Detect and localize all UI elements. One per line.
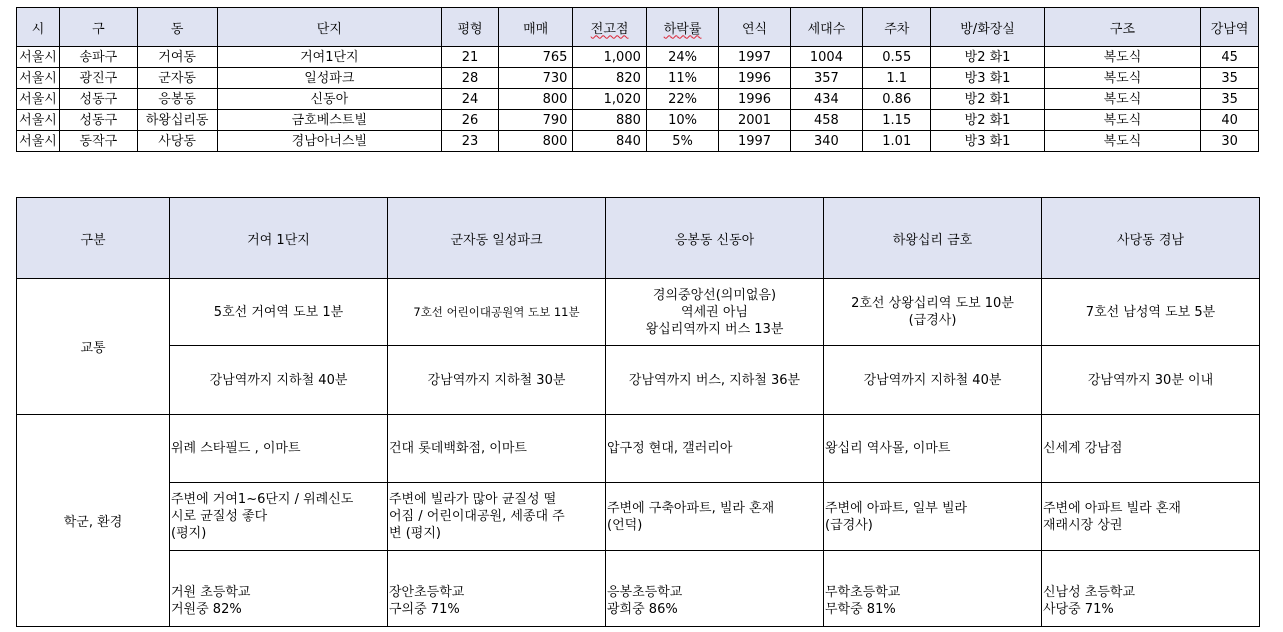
district-cell: 광진구 — [60, 68, 138, 89]
households-cell: 357 — [790, 68, 862, 89]
dong-cell: 거여동 — [137, 47, 217, 68]
environment-row — [17, 415, 1260, 483]
price-cell: 730 — [498, 68, 573, 89]
city-cell: 서울시 — [17, 89, 60, 110]
table-row — [17, 68, 1259, 89]
header-cell-complex: 사당동 경남 — [1042, 198, 1260, 279]
parking-cell: 1.15 — [863, 110, 931, 131]
transport-cell — [606, 279, 824, 346]
dong-cell: 군자동 — [137, 68, 217, 89]
gangnam-commute-cell: 강남역까지 지하철 40분 — [824, 346, 1042, 415]
shopping-cell: 신세계 강남점 — [1042, 415, 1260, 483]
neighborhood-line: 주변에 구축아파트, 빌라 혼재 — [607, 500, 775, 516]
transport-line: 2호선 상왕십리역 도보 10분 — [851, 296, 1014, 311]
city-cell: 서울시 — [17, 47, 60, 68]
header-cell: 주차 — [863, 8, 931, 47]
rooms-cell: 방3 화1 — [931, 131, 1044, 152]
transport-line: (급경사) — [908, 313, 957, 328]
neighborhood-line: 어짐 / 어린이대공원, 세종대 주 — [389, 509, 565, 524]
table-row — [17, 89, 1259, 110]
gangnam-time-cell: 45 — [1201, 47, 1259, 68]
peak-price-cell: 1,000 — [573, 47, 646, 68]
parking-cell: 0.55 — [863, 47, 931, 68]
peak-price-cell: 880 — [573, 110, 646, 131]
school-line: 거원중 82% — [171, 602, 242, 617]
city-cell: 서울시 — [17, 131, 60, 152]
header-cell: 구 — [60, 8, 138, 47]
year-cell: 2001 — [719, 110, 790, 131]
structure-cell: 복도식 — [1044, 110, 1200, 131]
parking-cell: 0.86 — [863, 89, 931, 110]
comparison-table — [16, 197, 1260, 627]
district-cell: 성동구 — [60, 110, 138, 131]
year-cell: 1996 — [719, 68, 790, 89]
households-cell: 340 — [790, 131, 862, 152]
size-cell: 23 — [442, 131, 499, 152]
table-row — [17, 47, 1259, 68]
dong-cell: 응봉동 — [137, 89, 217, 110]
header-cell: 방/화장실 — [931, 8, 1044, 47]
gangnam-time-cell: 35 — [1201, 68, 1259, 89]
parking-cell: 1.1 — [863, 68, 931, 89]
shopping-cell: 건대 롯데백화점, 이마트 — [388, 415, 606, 483]
header-cell: 단지 — [217, 8, 442, 47]
price-cell: 800 — [498, 89, 573, 110]
district-cell: 송파구 — [60, 47, 138, 68]
neighborhood-line: 재래시장 상권 — [1043, 517, 1123, 533]
peak-price-cell: 840 — [573, 131, 646, 152]
header-cell: 연식 — [719, 8, 790, 47]
school-cell — [606, 551, 824, 627]
neighborhood-cell — [1042, 483, 1260, 551]
comparison-header-row — [17, 198, 1260, 279]
school-line: 광희중 86% — [607, 602, 678, 617]
school-cell — [1042, 551, 1260, 627]
header-cell: 전고점 — [573, 8, 646, 47]
size-cell: 28 — [442, 68, 499, 89]
structure-cell: 복도식 — [1044, 47, 1200, 68]
neighborhood-line: 변 (평지) — [389, 526, 441, 541]
dong-cell: 사당동 — [137, 131, 217, 152]
structure-cell: 복도식 — [1044, 131, 1200, 152]
school-line: 장안초등학교 — [389, 585, 465, 600]
school-cell — [170, 551, 388, 627]
header-cell-complex: 거여 1단지 — [170, 198, 388, 279]
environment-row — [17, 483, 1260, 551]
table-header-row — [17, 8, 1259, 47]
households-cell: 434 — [790, 89, 862, 110]
neighborhood-line: 주변에 거여1~6단지 / 위례신도 — [171, 492, 354, 507]
neighborhood-line: (급경사) — [825, 517, 873, 533]
neighborhood-cell — [824, 483, 1042, 551]
district-cell: 성동구 — [60, 89, 138, 110]
shopping-cell: 위례 스타필드 , 이마트 — [170, 415, 388, 483]
neighborhood-cell — [170, 483, 388, 551]
complex-cell: 일성파크 — [217, 68, 442, 89]
header-cell: 강남역 — [1201, 8, 1259, 47]
transport-row — [17, 279, 1260, 346]
transport-line: 왕십리역까지 버스 13분 — [645, 321, 784, 337]
complex-cell: 신동아 — [217, 89, 442, 110]
transport-label: 교통 — [17, 279, 170, 415]
dong-cell: 하왕십리동 — [137, 110, 217, 131]
gangnam-time-cell: 40 — [1201, 110, 1259, 131]
header-cell: 구조 — [1044, 8, 1200, 47]
neighborhood-cell — [606, 483, 824, 551]
complex-cell: 경남아너스빌 — [217, 131, 442, 152]
gangnam-time-cell: 35 — [1201, 89, 1259, 110]
school-line: 무학중 81% — [825, 602, 896, 617]
transport-line: 경의중앙선(의미없음) — [652, 287, 777, 303]
year-cell: 1997 — [719, 131, 790, 152]
gangnam-commute-cell: 강남역까지 30분 이내 — [1042, 346, 1260, 415]
parking-cell: 1.01 — [863, 131, 931, 152]
school-line: 무학초등학교 — [825, 585, 901, 600]
environment-row — [17, 551, 1260, 627]
header-cell-complex: 하왕십리 금호 — [824, 198, 1042, 279]
neighborhood-line: 시로 균질성 좋다 — [171, 509, 268, 524]
header-cell-complex: 군자동 일성파크 — [388, 198, 606, 279]
school-cell — [388, 551, 606, 627]
price-cell: 800 — [498, 131, 573, 152]
transport-line: 7호선 남성역 도보 5분 — [1085, 304, 1216, 320]
rooms-cell: 방2 화1 — [931, 89, 1044, 110]
households-cell: 1004 — [790, 47, 862, 68]
complex-cell: 거여1단지 — [217, 47, 442, 68]
header-cell: 세대수 — [790, 8, 862, 47]
header-cell: 매매 — [498, 8, 573, 47]
gangnam-commute-cell: 강남역까지 지하철 40분 — [170, 346, 388, 415]
rooms-cell: 방2 화1 — [931, 47, 1044, 68]
structure-cell: 복도식 — [1044, 68, 1200, 89]
neighborhood-line: 주변에 아파트 빌라 혼재 — [1043, 500, 1181, 516]
transport-line: 7호선 어린이대공원역 도보 11분 — [413, 304, 580, 319]
households-cell: 458 — [790, 110, 862, 131]
drop-rate-cell: 22% — [646, 89, 718, 110]
neighborhood-line: (평지) — [171, 526, 207, 541]
school-line: 신남성 초등학교 — [1043, 585, 1136, 600]
transport-cell — [1042, 279, 1260, 346]
neighborhood-cell — [388, 483, 606, 551]
year-cell: 1997 — [719, 47, 790, 68]
gangnam-commute-cell: 강남역까지 버스, 지하철 36분 — [606, 346, 824, 415]
gangnam-commute-cell: 강남역까지 지하철 30분 — [388, 346, 606, 415]
header-cell-complex: 응봉동 신동아 — [606, 198, 824, 279]
complex-cell: 금호베스트빌 — [217, 110, 442, 131]
apartment-summary-table — [16, 7, 1259, 152]
neighborhood-line: 주변에 빌라가 많아 균질성 떨 — [389, 492, 557, 507]
school-line: 사당중 71% — [1043, 602, 1114, 617]
structure-cell: 복도식 — [1044, 89, 1200, 110]
environment-label: 학군, 환경 — [17, 415, 170, 627]
table-row — [17, 131, 1259, 152]
school-cell — [824, 551, 1042, 627]
drop-rate-cell: 24% — [646, 47, 718, 68]
drop-rate-cell: 5% — [646, 131, 718, 152]
city-cell: 서울시 — [17, 68, 60, 89]
district-cell: 동작구 — [60, 131, 138, 152]
rooms-cell: 방2 화1 — [931, 110, 1044, 131]
price-cell: 790 — [498, 110, 573, 131]
gangnam-time-cell: 30 — [1201, 131, 1259, 152]
peak-price-cell: 820 — [573, 68, 646, 89]
transport-cell — [170, 279, 388, 346]
shopping-cell: 압구정 현대, 갤러리아 — [606, 415, 824, 483]
header-cell-category: 구분 — [17, 198, 170, 279]
transport-line: 5호선 거여역 도보 1분 — [213, 304, 344, 320]
header-cell: 하락률 — [646, 8, 718, 47]
size-cell: 21 — [442, 47, 499, 68]
price-cell: 765 — [498, 47, 573, 68]
header-cell: 시 — [17, 8, 60, 47]
size-cell: 26 — [442, 110, 499, 131]
transport-cell — [388, 279, 606, 346]
transport-line: 역세권 아님 — [681, 304, 748, 320]
neighborhood-line: 주변에 아파트, 일부 빌라 — [825, 500, 968, 516]
size-cell: 24 — [442, 89, 499, 110]
rooms-cell: 방3 화1 — [931, 68, 1044, 89]
school-line: 응봉초등학교 — [607, 585, 683, 600]
header-cell: 평형 — [442, 8, 499, 47]
city-cell: 서울시 — [17, 110, 60, 131]
drop-rate-cell: 11% — [646, 68, 718, 89]
transport-row — [17, 346, 1260, 415]
header-cell: 동 — [137, 8, 217, 47]
shopping-cell: 왕십리 역사몰, 이마트 — [824, 415, 1042, 483]
neighborhood-line: (언덕) — [607, 517, 643, 533]
transport-cell — [824, 279, 1042, 346]
year-cell: 1996 — [719, 89, 790, 110]
drop-rate-cell: 10% — [646, 110, 718, 131]
peak-price-cell: 1,020 — [573, 89, 646, 110]
school-line: 거원 초등학교 — [171, 585, 251, 600]
table-row — [17, 110, 1259, 131]
school-line: 구의중 71% — [389, 602, 460, 617]
